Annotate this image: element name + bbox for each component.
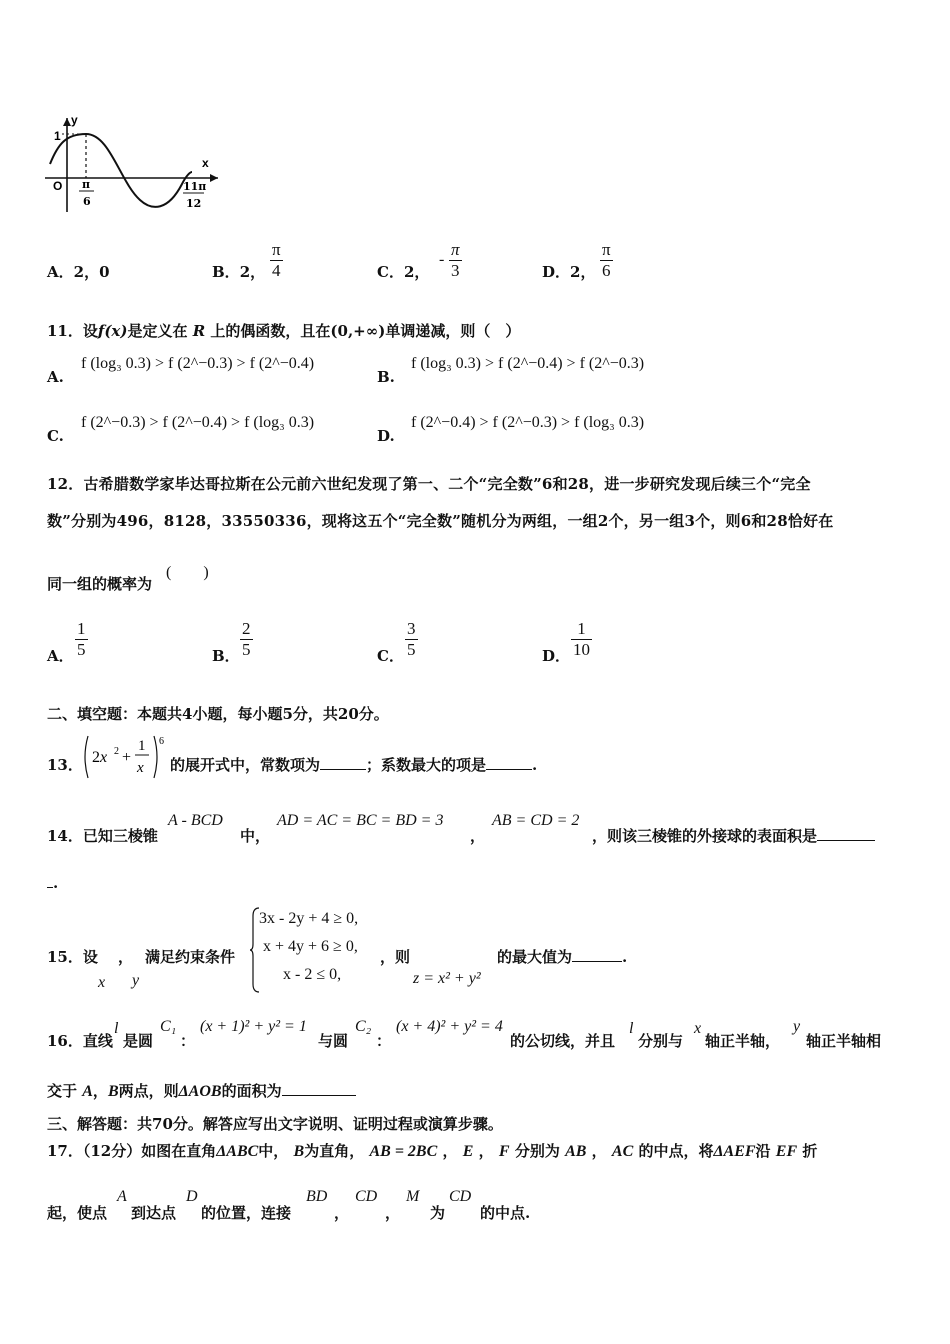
q16-a: 是圆 xyxy=(123,1032,154,1050)
q14-end xyxy=(47,874,58,892)
q16-colon-2: ： xyxy=(376,1032,392,1050)
q16-f: 轴正半轴相 xyxy=(806,1032,882,1050)
q13-end: . xyxy=(532,756,538,774)
q11-r: R xyxy=(192,322,206,340)
q17-a: 中， xyxy=(258,1142,289,1160)
q17-seg-ac: AC xyxy=(611,1143,634,1160)
q12-line-1: 12．古希腊数学家毕达哥拉斯在公元前六世纪发现了第一、二个“完全数”6和28，进一步研究发现后续三个“完全 xyxy=(47,475,811,493)
graph-one-label: 1 xyxy=(54,129,61,143)
q12-option-a-fraction xyxy=(75,619,88,660)
q15-tail-text: 的最大值为 xyxy=(497,948,573,966)
q16-circle-c2: C₂ xyxy=(355,1018,372,1035)
option-letter: A． xyxy=(47,263,74,281)
q12-option-a-letter: A． xyxy=(47,647,74,665)
q10-c-fraction xyxy=(449,240,462,281)
q17-e: 的中点，将 xyxy=(638,1142,714,1160)
q17-num: 17．（12分）如图在直角 xyxy=(47,1142,217,1160)
option-text: 2， xyxy=(570,263,596,281)
q16-line-l: l xyxy=(114,1020,119,1037)
q11-fx: f(x) xyxy=(97,322,128,340)
q11-stem-a: 11．设 xyxy=(47,322,98,340)
section-3-heading: 三、解答题：共70分。解答应写出文字说明、证明过程或演算步骤。 xyxy=(47,1115,503,1133)
q17-sep-2: ， xyxy=(385,1204,401,1222)
q17-seg-bd: BD xyxy=(306,1188,328,1205)
q13-text-a: 的展开式中，常数项为 xyxy=(170,756,321,774)
q10-b-fraction xyxy=(270,240,283,281)
q17-point-d: D xyxy=(186,1188,198,1205)
q15-condition-label: 满足约束条件 xyxy=(145,948,236,966)
q16-line-l-2: l xyxy=(629,1020,634,1037)
fraction-numerator: 1 xyxy=(577,619,586,638)
q14-tail xyxy=(592,825,875,846)
q16-point-b: B xyxy=(107,1083,119,1100)
q16-point-a: A xyxy=(82,1083,93,1100)
q17-line-2a: 起，使点 xyxy=(47,1204,108,1222)
q17-line-2e: 的中点. xyxy=(480,1204,531,1222)
q13-text-b: ；系数最大的项是 xyxy=(366,756,487,774)
q10-option-a xyxy=(47,261,110,282)
graph-pi6-den: 6 xyxy=(83,195,91,208)
option-letter: B． xyxy=(212,263,240,281)
q11-option-c-letter: C. xyxy=(47,427,64,445)
q15-tail xyxy=(497,946,627,967)
q11-option-c-expr: f (2^−0.3) > f (2^−0.4) > f (log₃ 0.3) xyxy=(81,414,315,431)
q11-option-d-letter: D. xyxy=(377,427,395,445)
q15-blank[interactable] xyxy=(572,961,622,962)
fraction-numerator: 3 xyxy=(407,619,416,638)
q17-triangle-aef: ΔAEF xyxy=(713,1143,756,1160)
graph-end-den: 12 xyxy=(186,197,202,210)
fraction-denominator: 5 xyxy=(242,640,251,659)
q15-end: . xyxy=(622,948,628,966)
q16-eq-1: (x + 1)² + y² = 1 xyxy=(200,1018,307,1035)
q16-blank[interactable] xyxy=(282,1095,356,1096)
q14-mid: 中， xyxy=(240,827,271,845)
q11-option-b-letter: B. xyxy=(377,368,395,386)
q13-text xyxy=(170,754,537,775)
option-letter: D． xyxy=(542,263,571,281)
fraction-denominator: 5 xyxy=(407,640,416,659)
q14-blank[interactable] xyxy=(817,840,875,841)
svg-text:1: 1 xyxy=(138,738,146,754)
q12-line-2: 数”分别为496，8128，33550336，现将这五个“完全数”随机分为两组，一组2个，另一组3个，则6和28恰好在 xyxy=(47,512,834,530)
section-2-heading: 二、填空题：本题共4小题，每小题5分，共20分。 xyxy=(47,705,389,723)
q17-b: 为直角， xyxy=(304,1142,365,1160)
q16-eq-2: (x + 4)² + y² = 4 xyxy=(396,1018,503,1035)
q17-d: 分别为 xyxy=(514,1142,560,1160)
graph-y-label: y xyxy=(71,113,78,127)
option-letter: C． xyxy=(377,263,404,281)
q12-paren: ( ) xyxy=(166,564,209,581)
q17-seg-cd: CD xyxy=(355,1188,378,1205)
q15-constraint-3: x - 2 ≤ 0, xyxy=(283,966,342,983)
q16-axis-x: x xyxy=(694,1020,702,1037)
q10-c-sign: - xyxy=(439,251,445,268)
q10-option-d xyxy=(542,261,595,282)
fraction-denominator: 5 xyxy=(77,640,86,659)
q17-point-f: F xyxy=(498,1143,510,1160)
q16-d: 分别与 xyxy=(638,1032,684,1050)
q16-triangle-aob: ΔAOB xyxy=(178,1083,222,1100)
q14-tail-text: ，则该三棱锥的外接球的表面积是 xyxy=(592,827,818,845)
q13-blank-2[interactable] xyxy=(486,769,532,770)
q17-line-2b: 到达点 xyxy=(131,1204,177,1222)
q17-c: ， xyxy=(442,1142,458,1160)
q16-sep: ， xyxy=(92,1082,108,1100)
q16-circle-c1: C₁ xyxy=(160,1018,177,1035)
q17-line-2c: 的位置，连接 xyxy=(201,1204,292,1222)
q17-triangle-abc: ΔABC xyxy=(216,1143,259,1160)
q12-option-c-fraction xyxy=(405,619,418,660)
q16-axis-y: y xyxy=(793,1018,801,1035)
q16-colon-1: ： xyxy=(180,1032,196,1050)
q11-stem-c: 上的偶函数，且在(0,+∞)单调递减，则（ ） xyxy=(210,322,521,340)
option-text: 2， xyxy=(403,263,430,281)
q15-then: ，则 xyxy=(380,948,411,966)
q17-seg-ef: EF xyxy=(775,1143,798,1160)
q16-c: 的公切线，并且 xyxy=(510,1032,616,1050)
q15-objective: z = x² + y² xyxy=(413,970,481,987)
q16-line2c: 的面积为 xyxy=(221,1082,282,1100)
fraction-numerator: π xyxy=(272,240,281,259)
q17-sep-1: ， xyxy=(334,1204,350,1222)
q14-eq-1: AD = AC = BC = BD = 3 xyxy=(277,812,444,829)
q15-number: 15．设 xyxy=(47,948,98,966)
q14-number: 14．已知三棱锥 xyxy=(47,827,158,845)
fraction-denominator: 4 xyxy=(272,261,281,280)
q16-line-2 xyxy=(47,1080,356,1101)
q13-binomial xyxy=(80,732,170,782)
q12-line-3: 同一组的概率为 xyxy=(47,575,153,593)
svg-text:+: + xyxy=(122,749,132,766)
q12-option-b-fraction xyxy=(240,619,253,660)
fraction-numerator: 2 xyxy=(242,619,251,638)
svg-text:2: 2 xyxy=(114,746,119,757)
q12-option-d-fraction xyxy=(571,619,592,660)
q17-point-m: M xyxy=(406,1188,420,1205)
q11-stem-b: 是定义在 xyxy=(127,322,188,340)
fraction-numerator: 1 xyxy=(77,619,86,638)
q16-line2a: 交于 xyxy=(47,1082,78,1100)
q17-g: 折 xyxy=(802,1142,818,1160)
q17-line-1 xyxy=(47,1140,817,1161)
q10-d-fraction xyxy=(600,240,613,281)
q17-seg-ab: AB xyxy=(565,1143,587,1160)
q10-option-b xyxy=(212,261,265,282)
q17-seg-cd-2: CD xyxy=(449,1188,472,1205)
q14-tetrahedron: A - BCD xyxy=(168,812,223,829)
q17-point-a: A xyxy=(117,1188,127,1205)
q12-option-d-letter: D． xyxy=(542,647,571,665)
q14-eq-2: AB = CD = 2 xyxy=(492,812,580,829)
fraction-numerator: π xyxy=(451,240,460,259)
q17-c3: ， xyxy=(591,1142,607,1160)
q16-number: 16．直线 xyxy=(47,1032,113,1050)
q17-eq: AB = 2BC xyxy=(369,1143,438,1160)
q15-constraint-1: 3x - 2y + 4 ≥ 0, xyxy=(259,910,359,927)
graph-origin-label: O xyxy=(53,179,63,193)
q17-line-2d: 为 xyxy=(430,1204,446,1222)
q10-option-c xyxy=(377,261,429,282)
q13-exponent: 6 xyxy=(159,736,164,747)
q16-e: 轴正半轴， xyxy=(705,1032,781,1050)
q17-f: 沿 xyxy=(755,1142,771,1160)
q15-comma: ， xyxy=(118,948,134,966)
q11-option-a-expr: f (log₃ 0.3) > f (2^−0.3) > f (2^−0.4) xyxy=(81,355,315,372)
fraction-numerator: π xyxy=(602,240,611,259)
q11-stem xyxy=(47,320,520,341)
q15-constraint-2: x + 4y + 6 ≥ 0, xyxy=(263,938,358,955)
fraction-denominator: 6 xyxy=(602,261,611,280)
q14-end-text: . xyxy=(53,874,59,892)
q14-comma: ， xyxy=(470,827,486,845)
q15-var-y: y xyxy=(132,972,140,989)
q11-option-b-expr: f (log₃ 0.3) > f (2^−0.4) > f (2^−0.3) xyxy=(411,355,645,372)
graph-pi6-num: π xyxy=(82,178,91,191)
q11-option-a-letter: A. xyxy=(47,368,64,386)
graph-x-label: x xyxy=(202,156,209,170)
svg-text:x: x xyxy=(137,760,144,776)
q13-number: 13． xyxy=(47,756,83,774)
q16-line2b: 两点，则 xyxy=(118,1082,179,1100)
fraction-denominator: 10 xyxy=(573,640,590,659)
option-text: 2， xyxy=(239,263,266,281)
q17-c2: ， xyxy=(478,1142,494,1160)
q12-option-b-letter: B． xyxy=(212,647,240,665)
q12-option-c-letter: C． xyxy=(377,647,404,665)
q16-b: 与圆 xyxy=(318,1032,349,1050)
fraction-denominator: 3 xyxy=(451,261,460,280)
q13-blank-1[interactable] xyxy=(320,769,366,770)
option-text: 2，0 xyxy=(73,263,110,281)
q15-var-x: x xyxy=(98,974,106,991)
graph-end-num: 11π xyxy=(183,180,207,193)
q17-point-b: B xyxy=(293,1143,305,1160)
svg-text:2x: 2x xyxy=(92,749,108,766)
q11-option-d-expr: f (2^−0.4) > f (2^−0.3) > f (log₃ 0.3) xyxy=(411,414,645,431)
sine-graph xyxy=(40,112,230,217)
q17-point-e: E xyxy=(462,1143,474,1160)
